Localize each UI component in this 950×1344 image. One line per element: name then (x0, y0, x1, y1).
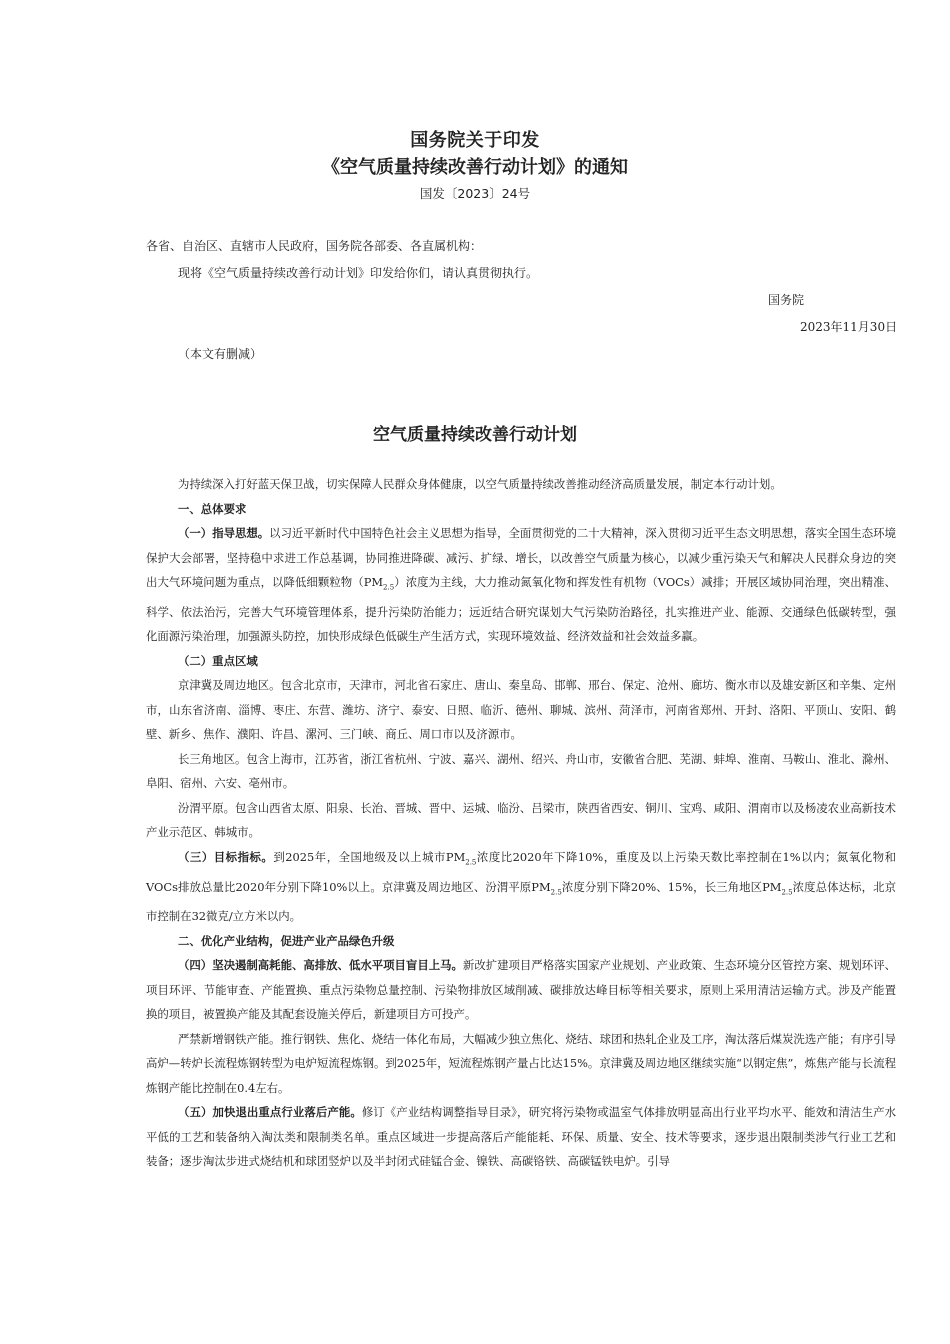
abridged-note: （本文有删减） (178, 347, 263, 361)
plan-body (146, 472, 896, 1174)
section-1-heading: 一、总体要求 (178, 501, 247, 516)
notice-intro: 现将《空气质量持续改善行动计划》印发给你们，请认真贯彻执行。 (178, 266, 539, 280)
preface: 为持续深入打好蓝天保卫战，切实保障人民群众身体健康，以空气质量持续改善推动经济高质量发展，制定本行动计划。 (178, 477, 782, 491)
section-1-2-heading: （二）重点区域 (178, 653, 258, 668)
section-1-3: （三）目标指标。到2025年，全国地级及以上城市$PM_{2.5}$浓度比2020年下降10%，重度及以上污染天数比率控制在1%以内；氮氧化物和VOCs排放总量比2020年分别下降10%以上。京津冀及周边地区、汾渭平原$PM_{2.5}$浓度分别下降20%、15%，长三角地区$PM_{2.5}$浓度总体达标，北京市控制在32微克/立方米以内。 (146, 849, 896, 924)
issue-date: 2023年11月30日 (800, 320, 898, 334)
section-2-4-steel: 严禁新增钢铁产能。推行钢铁、焦化、烧结一体化布局，大幅减少独立焦化、烧结、球团和热轧企业及工序，淘汰落后煤炭洗选产能；有序引导高炉—转炉长流程炼钢转型为电炉短流程炼钢。到2025年，短流程炼钢产量占比达15%。京津冀及周边地区继续实施“以钢定焦”，炼焦产能与长流程炼钢产能比控制在0.4左右。 (146, 1031, 896, 1095)
issuer: 国务院 (768, 293, 805, 307)
document-number: 国发〔2023〕24号 (419, 186, 531, 201)
plan-title: 空气质量持续改善行动计划 (373, 425, 577, 445)
region-yangtze-delta: 长三角地区。包含上海市，江苏省，浙江省杭州、宁波、嘉兴、湖州、绍兴、舟山市，安徽省合肥、芜湖、蚌埠、淮南、马鞍山、淮北、滁州、阜阳、宿州、六安、亳州市。 (146, 751, 896, 791)
section-2-5: （五）加快退出重点行业落后产能。修订《产业结构调整指导目录》，研究将污染物或温室气体排放明显高出行业平均水平、能效和清洁生产水平低的工艺和装备纳入淘汰类和限制类名单。重点区域进一步提高落后产能能耗、环保、质量、安全、技术等要求，逐步退出限制类涉气行业工艺和装备；逐步淘汰步进式烧结机和球团竖炉以及半封闭式硅锰合金、镍铁、高碳铬铁、高碳锰铁电炉。引导 (146, 1105, 896, 1169)
region-fenwei: 汾渭平原。包含山西省太原、阳泉、长治、晋城、晋中、运城、临汾、吕梁市，陕西省西安、铜川、宝鸡、咸阳、渭南市以及杨凌农业高新技术产业示范区、韩城市。 (146, 800, 896, 840)
notice-title-line1: 国务院关于印发 (410, 130, 540, 151)
addressee: 各省、自治区、直辖市人民政府，国务院各部委、各直属机构： (146, 239, 483, 253)
region-jingjinji: 京津冀及周边地区。包含北京市，天津市，河北省石家庄、唐山、秦皇岛、邯郸、邢台、保定、沧州、廊坊、衡水市以及雄安新区和辛集、定州市，山东省济南、淄博、枣庄、东营、潍坊、济宁、泰安、日照、临沂、德州、聊城、滨州、菏泽市，河南省郑州、开封、洛阳、平顶山、安阳、鹤壁、新乡、焦作、濮阳、许昌、漯河、三门峡、商丘、周口市以及济源市。 (146, 678, 896, 742)
section-2-5-label: （五）加快退出重点行业落后产能。 (178, 1105, 362, 1120)
section-1-1: （一）指导思想。以习近平新时代中国特色社会主义思想为指导，全面贯彻党的二十大精神，深入贯彻习近平生态文明思想，落实全国生态环境保护大会部署，坚持稳中求进工作总基调，协同推进降碳、减污、扩绿、增长，以改善空气质量为核心，以减少重污染天气和解决人民群众身边的突出大气环境问题为重点，以降低细颗粒物$(PM_{2.5})$浓度为主线，大力推动氮氧化物和挥发性有机物（VOCs）减排；开展区域协同治理，突出精准、科学、依法治污，完善大气环境管理体系，提升污染防治能力；远近结合研究谋划大气污染防治路径，扎实推进产业、能源、交通绿色低碳转型，强化面源污染治理，加强源头防控，加快形成绿色低碳生产生活方式，实现环境效益、经济效益和社会效益多赢。 (146, 526, 896, 644)
section-2-heading: 二、优化产业结构，促进产业产品绿色升级 (178, 933, 395, 948)
section-2-4-label: （四）坚决遏制高耗能、高排放、低水平项目盲目上马。 (178, 958, 463, 973)
section-1-3-label: （三）目标指标。 (178, 849, 274, 864)
section-2-4: （四）坚决遏制高耗能、高排放、低水平项目盲目上马。新改扩建项目严格落实国家产业规划、产业政策、生态环境分区管控方案、规划环评、项目环评、节能审查、产能置换、重点污染物总量控制、污染物排放区域削减、碳排放达峰目标等相关要求，原则上采用清洁运输方式。涉及产能置换的项目，被置换产能及其配套设施关停后，新建项目方可投产。 (146, 958, 896, 1022)
notice-title-line2: 《空气质量持续改善行动计划》的通知 (322, 157, 628, 178)
section-1-1-label: （一）指导思想。 (178, 526, 270, 540)
